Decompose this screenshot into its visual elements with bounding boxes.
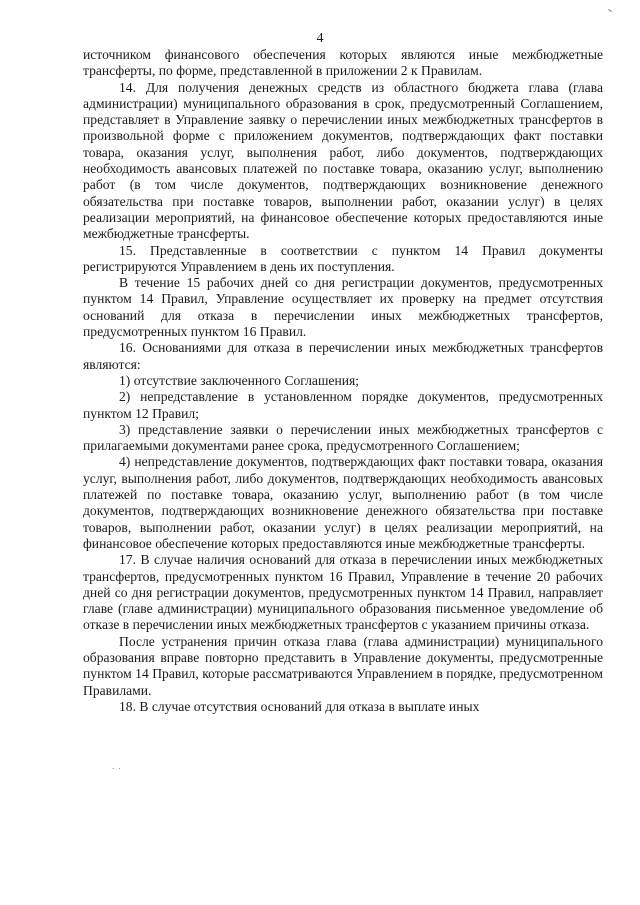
paragraph-16: 16. Основаниями для отказа в перечислении иных межбюджетных трансфертов являются: [83, 340, 603, 372]
document-body [83, 47, 603, 715]
paragraph-18: 18. В случае отсутствия оснований для отказа в выплате иных [119, 698, 480, 714]
paragraph-14: 14. Для получения денежных средств из областного бюджета глава (глава администрации) муниципального образования в срок, предусмотренный Соглашением, представляет в Управление заявку о перечислении иных межбюджетных трансфертов в произвольной форме с приложением документов, подтверждающих факт поставки товара, оказания услуг, выполнения работ, либо документов, подтверждающих необходимость авансовых платежей по поставке товара, оказанию услуг, выполнению работ (в том числе документов, подтверждающих возникновение денежного обязательства при поставке товаров, выполнении работ, оказании услуг) в целях реализации мероприятий, на финансовое обеспечение которых предоставляются иные межбюджетные трансферты. [83, 79, 603, 242]
paragraph-continuation: источником финансового обеспечения которых являются иные межбюджетные трансферты, по форме, представленной в приложении 2 к Правилам. [83, 47, 603, 79]
paragraph-16-item-2: 2) непредставление в установленном порядке документов, предусмотренных пунктом 12 Правил; [83, 389, 603, 421]
paragraph-17: 17. В случае наличия оснований для отказа в перечислении иных межбюджетных трансфертов, предусмотренных пунктом 16 Правил, Управление в течение 20 рабочих дней со дня регистрации документов, предусмотренных пунктом 14 Правил, направляет главе (главе администрации) муниципального образования письменное уведомление об отказе в перечислении иных межбюджетных трансфертов с указанием причины отказа. [83, 552, 603, 633]
paragraph-16-item-3: 3) представление заявки о перечислении иных межбюджетных трансфертов с прилагаемыми документами ранее срока, предусмотренного Соглашением; [83, 421, 603, 454]
paragraph-15-review: В течение 15 рабочих дней со дня регистрации документов, предусмотренных пунктом 14 Правил, Управление осуществляет их проверку на предмет отсутствия оснований для отказа в перечислении иных межбюджетных трансфертов, предусмотренных пунктом 16 Правил. [83, 275, 603, 340]
scan-mark [608, 9, 612, 12]
paragraph-15: 15. Представленные в соответствии с пунктом 14 Правил документы регистрируются Управлением в день их поступления. [83, 242, 603, 274]
page-number: 4 [316, 30, 324, 45]
paragraph-16-item-4: 4) непредставление документов, подтверждающих факт поставки товара, оказания услуг, выполнения работ, либо документов, подтверждающих необходимость авансовых платежей по поставке товара, оказанию услуг, выполнению работ (в том числе документов, подтверждающих возникновение денежного обязательства при поставке товаров, выполнении работ, оказании услуг) в целях реализации мероприятий, на финансовое обеспечение которых предоставляются иные межбюджетные трансферты. [83, 454, 603, 551]
paragraph-16-item-1: 1) отсутствие заключенного Соглашения; [119, 372, 360, 388]
scan-artifact: . . [112, 761, 122, 771]
paragraph-17-resubmit: После устранения причин отказа глава (глава администрации) муниципального образования вправе повторно представить в Управление документы, предусмотренные пунктом 14 Правил, которые рассматриваются Управлением в порядке, предусмотренном Правилами. [83, 633, 603, 698]
